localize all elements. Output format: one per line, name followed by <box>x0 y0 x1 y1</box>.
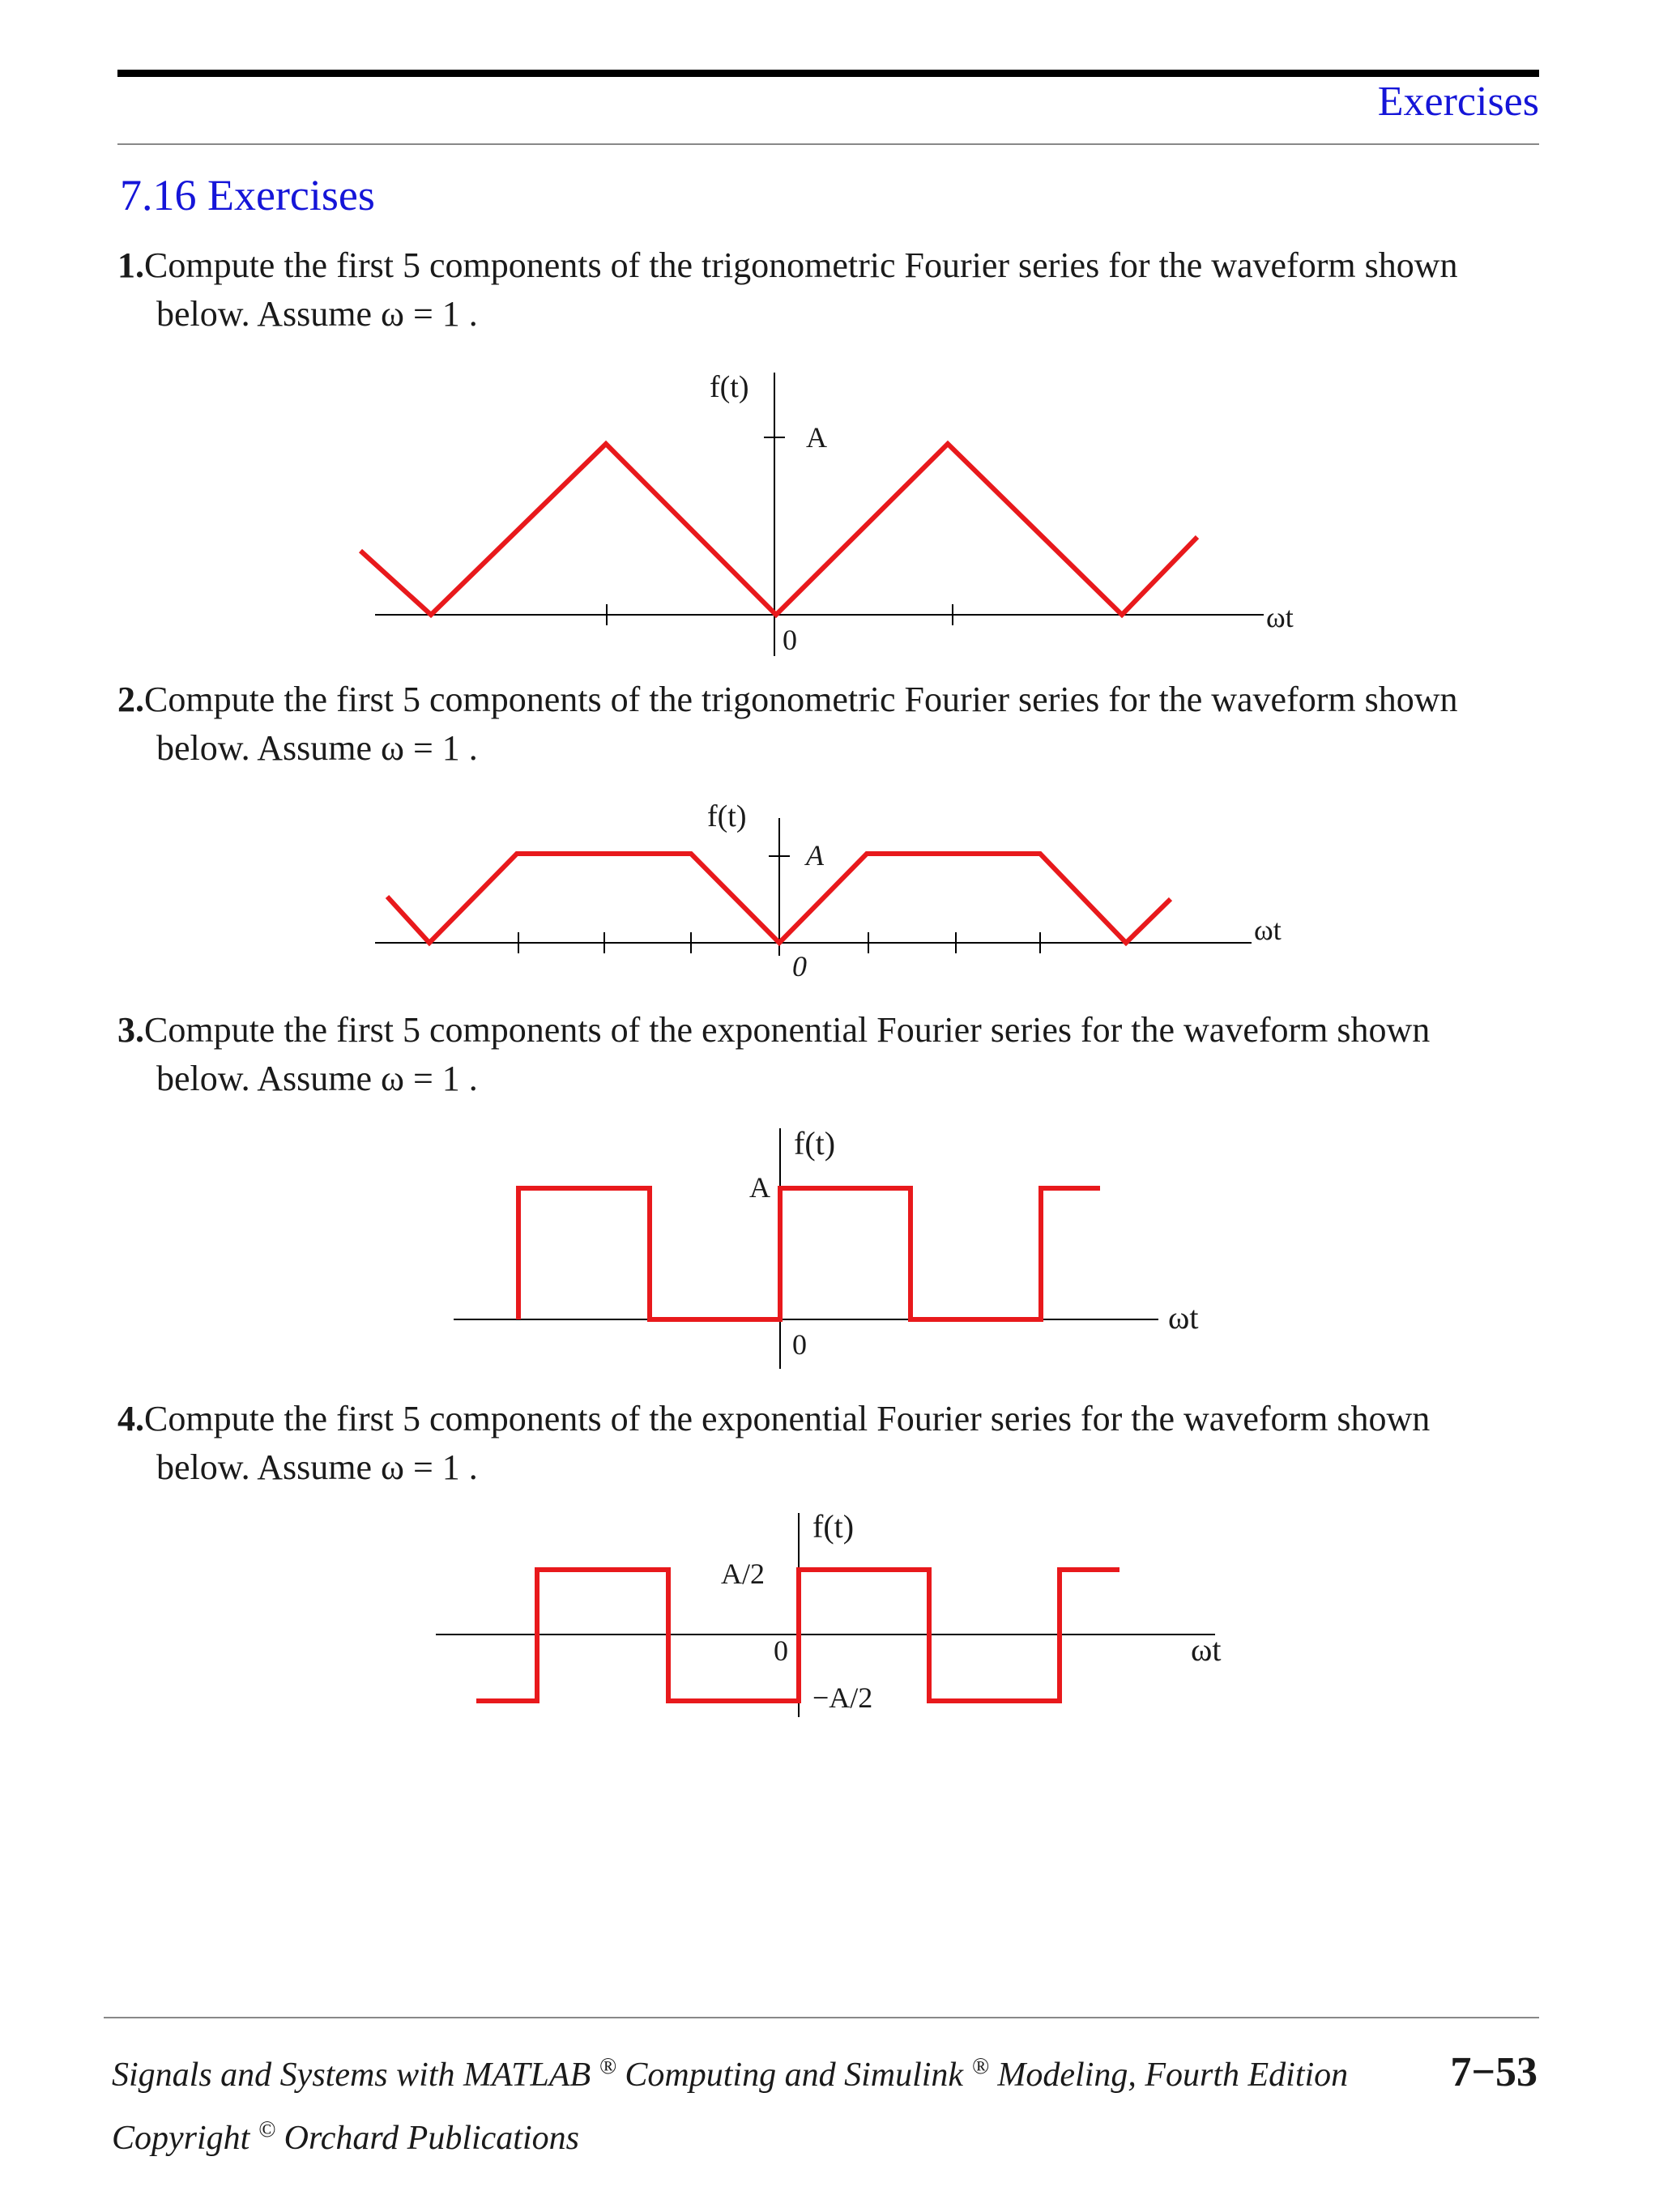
amplitude-label: A <box>749 1171 770 1204</box>
exercise-text: Compute the first 5 components of the exponential Fourier series for the waveform shown <box>144 1399 1431 1438</box>
exercise-text: Compute the first 5 components of the trigonometric Fourier series for the waveform shown <box>144 680 1458 719</box>
origin-label: 0 <box>783 624 797 656</box>
amplitude-label: A <box>806 839 824 872</box>
positive-amplitude-label: A/2 <box>721 1558 765 1590</box>
y-axis-label: f(t) <box>707 799 747 833</box>
origin-label: 0 <box>792 1328 807 1361</box>
exercise-text: Compute the first 5 components of the exponential Fourier series for the waveform shown <box>144 1010 1431 1050</box>
exercise-number: 4. <box>117 1399 144 1438</box>
exercise-text-cont: below. Assume ω = 1 . <box>156 1059 478 1098</box>
square-waveform <box>518 1188 1100 1319</box>
exercise-text-cont: below. Assume ω = 1 . <box>156 294 478 334</box>
negative-amplitude-label: −A/2 <box>812 1681 873 1714</box>
footer <box>112 2039 1537 2166</box>
origin-label: 0 <box>774 1634 788 1667</box>
exercise-number: 1. <box>117 245 144 285</box>
exercise-text: Compute the first 5 components of the trigonometric Fourier series for the waveform shown <box>144 245 1458 285</box>
x-axis-label: ωt <box>1191 1631 1222 1668</box>
y-axis-label: f(t) <box>710 370 749 404</box>
page-number: 7−53 <box>1450 2049 1537 2095</box>
figure-1 <box>360 370 1294 656</box>
origin-label: 0 <box>792 950 807 982</box>
book-title: Signals and Systems with MATLAB ® Computing and Simulink ® Modeling, Fourth Edition <box>112 2054 1349 2094</box>
x-axis-label: ωt <box>1254 914 1282 946</box>
section-title: 7.16 Exercises <box>120 171 375 219</box>
x-axis-label: ωt <box>1266 601 1294 633</box>
figure-4 <box>436 1508 1221 1717</box>
exercise-number: 3. <box>117 1010 144 1050</box>
running-header: Exercises <box>1377 79 1539 125</box>
figure-2 <box>375 799 1282 982</box>
footer-divider <box>104 2017 1539 2018</box>
exercise-number: 2. <box>117 680 144 719</box>
amplitude-label: A <box>806 421 827 454</box>
exercise-text-cont: below. Assume ω = 1 . <box>156 728 478 768</box>
figure-3 <box>454 1125 1198 1369</box>
copyright-line: Copyright © Orchard Publications <box>112 2117 579 2157</box>
x-axis-label: ωt <box>1168 1299 1199 1336</box>
y-axis-label: f(t) <box>812 1508 855 1545</box>
triangle-waveform <box>360 444 1197 615</box>
exercise-text-cont: below. Assume ω = 1 . <box>156 1447 478 1487</box>
y-axis-label: f(t) <box>794 1125 836 1161</box>
